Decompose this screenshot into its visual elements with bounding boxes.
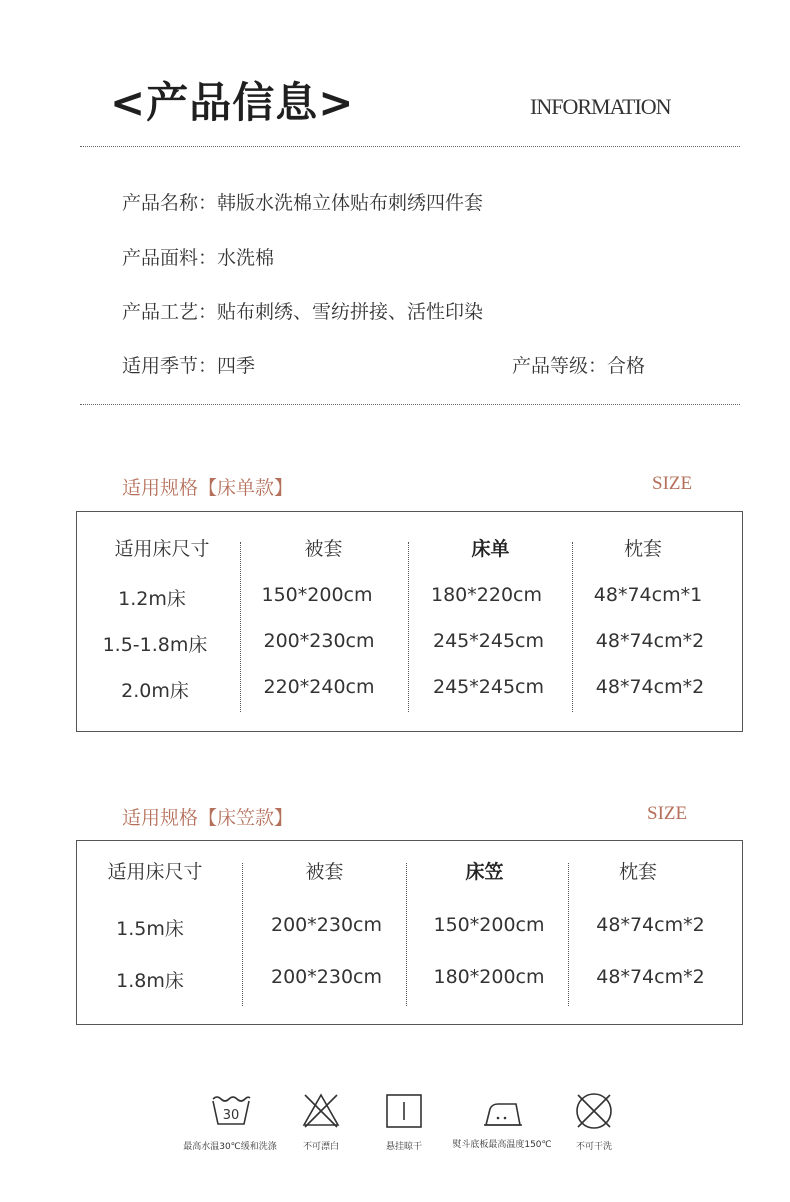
table-cell: 220*240cm [263, 676, 375, 698]
info-season: 适用季节：四季 [122, 355, 256, 377]
table-cell: 200*230cm [271, 914, 382, 936]
wash-temp-label: 30 [222, 1108, 240, 1123]
table2-label: 适用规格【床笠款】 [122, 807, 294, 829]
table-cell: 48*74cm*1 [593, 584, 703, 606]
table-cell: 2.0m床 [121, 680, 189, 702]
table-cell: 180*200cm [433, 966, 545, 988]
table-cell: 180*220cm [431, 584, 542, 606]
page-title-en: INFORMATION [530, 94, 671, 119]
info-grade: 产品等级：合格 [512, 355, 646, 377]
table-header: 枕套 [618, 861, 657, 883]
table-header: 被套 [305, 861, 344, 883]
info-fabric: 产品面料：水洗棉 [122, 247, 275, 269]
table-cell: 48*74cm*2 [596, 914, 705, 936]
table-header: 床笠 [465, 861, 504, 883]
no-bleach-icon [301, 1091, 341, 1129]
table-cell: 1.2m床 [118, 588, 186, 610]
line-dry-icon [385, 1093, 423, 1129]
divider [80, 404, 740, 405]
table-header: 床单 [471, 538, 510, 560]
table-cell: 245*245cm [433, 630, 544, 652]
table-cell: 200*230cm [271, 966, 382, 988]
table-cell: 245*245cm [433, 676, 544, 698]
care-label-dryclean: 不可干洗 [575, 1142, 612, 1152]
table-header: 被套 [304, 538, 343, 560]
table-header: 适用床尺寸 [107, 861, 203, 883]
table-cell: 48*74cm*2 [595, 630, 705, 652]
wash-30-icon [210, 1093, 252, 1127]
column-separator [242, 863, 243, 1006]
divider [80, 146, 740, 147]
table-header: 枕套 [623, 538, 662, 560]
table2-size-en: SIZE [647, 803, 688, 824]
no-dry-clean-icon [573, 1090, 615, 1132]
table-cell: 1.8m床 [116, 970, 184, 992]
table1-size-en: SIZE [652, 473, 693, 494]
size-table-sheet [76, 511, 743, 732]
care-label-dry: 悬挂晾干 [385, 1142, 422, 1152]
table-header: 适用床尺寸 [114, 538, 210, 560]
column-separator [572, 542, 573, 712]
table-cell: 1.5m床 [116, 918, 184, 940]
table-cell: 200*230cm [263, 630, 375, 652]
table-cell: 48*74cm*2 [595, 676, 705, 698]
table-cell: 150*200cm [433, 914, 545, 936]
care-label-bleach: 不可漂白 [302, 1142, 339, 1152]
size-table-fitted [76, 840, 743, 1025]
table1-label: 适用规格【床单款】 [122, 477, 294, 499]
table-cell: 1.5-1.8m床 [102, 634, 208, 656]
page-title: <产品信息> [110, 78, 355, 127]
table-cell: 48*74cm*2 [596, 966, 705, 988]
info-craft: 产品工艺：贴布刺绣、雪纺拼接、活性印染 [122, 301, 484, 323]
care-label-iron: 熨斗底板最高温度150℃ [452, 1140, 552, 1150]
iron-icon [480, 1097, 524, 1129]
table-cell: 150*200cm [261, 584, 373, 606]
info-name: 产品名称：韩版水洗棉立体贴布刺绣四件套 [122, 192, 484, 214]
care-label-wash: 最高水温30℃缓和洗涤 [183, 1142, 277, 1152]
